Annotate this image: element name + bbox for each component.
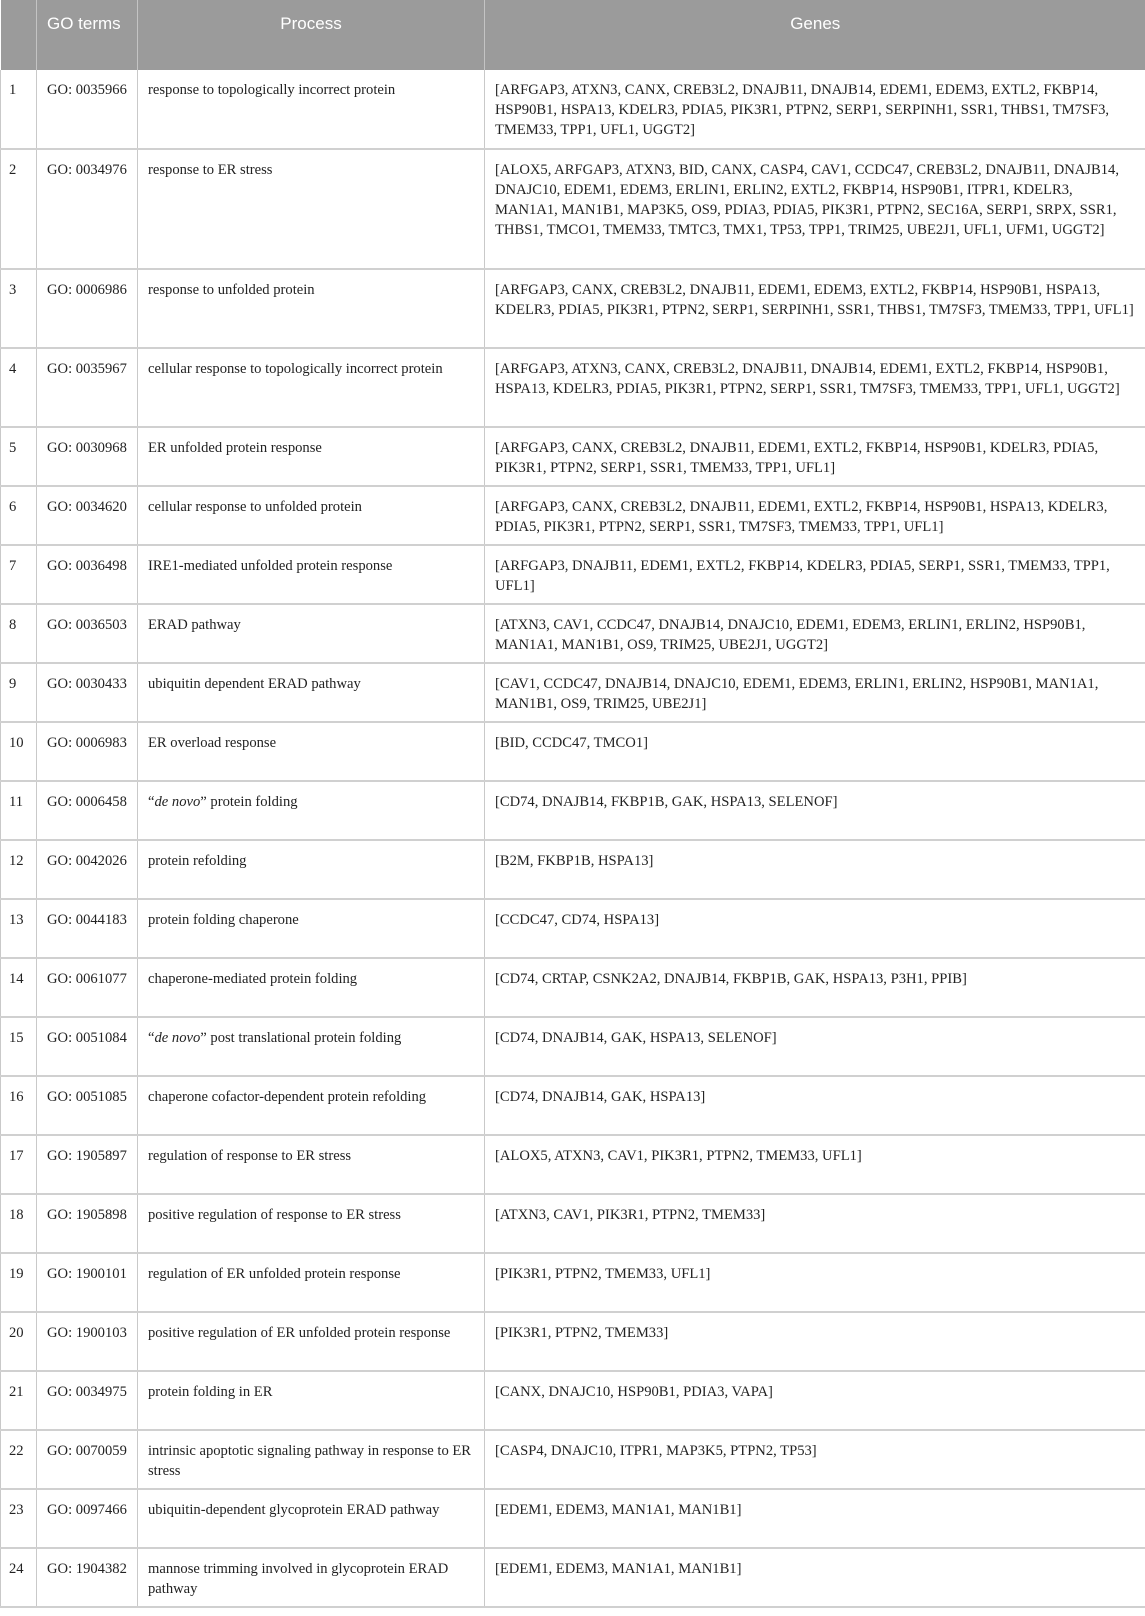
process-name: positive regulation of ER unfolded protein response: [138, 1312, 485, 1371]
process-name: regulation of response to ER stress: [138, 1135, 485, 1194]
gene-list: [ATXN3, CAV1, PIK3R1, PTPN2, TMEM33]: [485, 1194, 1145, 1253]
de-novo-italic: de novo: [154, 1030, 201, 1046]
row-number: 7: [1, 545, 37, 604]
table-row: [1, 1253, 1145, 1312]
row-number: 1: [1, 70, 37, 149]
row-number: 4: [1, 348, 37, 427]
go-term-id: GO: 1905897: [37, 1135, 138, 1194]
process-name: response to unfolded protein: [138, 269, 485, 348]
go-term-id: GO: 0006986: [37, 269, 138, 348]
process-name: ubiquitin-dependent glycoprotein ERAD pathway: [138, 1489, 485, 1548]
go-term-id: GO: 0051085: [37, 1076, 138, 1135]
gene-list: [PIK3R1, PTPN2, TMEM33]: [485, 1312, 1145, 1371]
go-term-id: GO: 0061077: [37, 958, 138, 1017]
process-rest: ” protein folding: [200, 794, 298, 810]
gene-list: [CD74, CRTAP, CSNK2A2, DNAJB14, FKBP1B, GAK, HSPA13, P3H1, PPIB]: [485, 958, 1145, 1017]
row-number: 21: [1, 1371, 37, 1430]
process-name: response to ER stress: [138, 149, 485, 269]
go-term-id: GO: 0036503: [37, 604, 138, 663]
row-number: 22: [1, 1430, 37, 1489]
process-name: protein folding in ER: [138, 1371, 485, 1430]
table-row: [1, 663, 1145, 722]
table-row: [1, 1194, 1145, 1253]
table-row: [1, 348, 1145, 427]
row-number: 24: [1, 1548, 37, 1607]
go-term-id: GO: 0006983: [37, 722, 138, 781]
row-number: 15: [1, 1017, 37, 1076]
row-number: 5: [1, 427, 37, 486]
row-number: 8: [1, 604, 37, 663]
process-name: intrinsic apoptotic signaling pathway in response to ER stress: [138, 1430, 485, 1489]
gene-list: [ALOX5, ATXN3, CAV1, PIK3R1, PTPN2, TMEM33, UFL1]: [485, 1135, 1145, 1194]
gene-list: [ARFGAP3, CANX, CREB3L2, DNAJB11, EDEM1, EXTL2, FKBP14, HSP90B1, HSPA13, KDELR3, PDIA5, PIK3R1, PTPN2, SERP1, SSR1, TM7SF3, TMEM33, TPP1, UFL1]: [485, 486, 1145, 545]
row-number: 17: [1, 1135, 37, 1194]
gene-list: [ARFGAP3, CANX, CREB3L2, DNAJB11, EDEM1, EXTL2, FKBP14, HSP90B1, KDELR3, PDIA5, PIK3R1, PTPN2, SERP1, SSR1, TMEM33, TPP1, UFL1]: [485, 427, 1145, 486]
row-number: 12: [1, 840, 37, 899]
table-row: [1, 1017, 1145, 1076]
gene-list: [CASP4, DNAJC10, ITPR1, MAP3K5, PTPN2, TP53]: [485, 1430, 1145, 1489]
table-row: [1, 427, 1145, 486]
gene-list: [CANX, DNAJC10, HSP90B1, PDIA3, VAPA]: [485, 1371, 1145, 1430]
table-row: [1, 1371, 1145, 1430]
row-number: 20: [1, 1312, 37, 1371]
process-name: [138, 781, 485, 840]
table-row: [1, 1430, 1145, 1489]
go-term-id: GO: 0006458: [37, 781, 138, 840]
table-row: [1, 604, 1145, 663]
row-number: 10: [1, 722, 37, 781]
process-name: mannose trimming involved in glycoprotein ERAD pathway: [138, 1548, 485, 1607]
table-row: [1, 1076, 1145, 1135]
gene-list: [ARFGAP3, ATXN3, CANX, CREB3L2, DNAJB11, DNAJB14, EDEM1, EDEM3, EXTL2, FKBP14, HSP90B1, HSPA13, KDELR3, PDIA5, PIK3R1, PTPN2, SERP1, SERPINH1, SSR1, THBS1, TM7SF3, TMEM33, TPP1, UFL1, UGGT2]: [485, 70, 1145, 149]
go-term-id: GO: 0034976: [37, 149, 138, 269]
table-row: [1, 722, 1145, 781]
open-quote: “: [148, 1030, 155, 1046]
process-name: positive regulation of response to ER stress: [138, 1194, 485, 1253]
header-go-terms: GO terms: [37, 0, 138, 70]
header-genes: Genes: [485, 0, 1145, 70]
go-term-id: GO: 0030968: [37, 427, 138, 486]
process-rest: ” post translational protein folding: [200, 1030, 402, 1046]
process-name: ER overload response: [138, 722, 485, 781]
process-name: chaperone cofactor-dependent protein refolding: [138, 1076, 485, 1135]
gene-list: [CD74, DNAJB14, FKBP1B, GAK, HSPA13, SELENOF]: [485, 781, 1145, 840]
row-number: 2: [1, 149, 37, 269]
process-name: protein refolding: [138, 840, 485, 899]
de-novo-italic: de novo: [154, 794, 201, 810]
header-process: Process: [138, 0, 485, 70]
go-term-id: GO: 0036498: [37, 545, 138, 604]
process-name: [138, 1017, 485, 1076]
go-term-id: GO: 0044183: [37, 899, 138, 958]
table-row: [1, 1548, 1145, 1607]
process-name: response to topologically incorrect protein: [138, 70, 485, 149]
process-name: IRE1-mediated unfolded protein response: [138, 545, 485, 604]
process-name: ERAD pathway: [138, 604, 485, 663]
table-row: [1, 899, 1145, 958]
go-term-id: GO: 0035967: [37, 348, 138, 427]
table-body: [1, 70, 1145, 1607]
table-row: [1, 1312, 1145, 1371]
table-header: [1, 0, 1145, 70]
go-term-id: GO: 1900101: [37, 1253, 138, 1312]
go-term-id: GO: 0051084: [37, 1017, 138, 1076]
process-name: ER unfolded protein response: [138, 427, 485, 486]
gene-list: [EDEM1, EDEM3, MAN1A1, MAN1B1]: [485, 1489, 1145, 1548]
row-number: 11: [1, 781, 37, 840]
row-number: 9: [1, 663, 37, 722]
process-name: regulation of ER unfolded protein response: [138, 1253, 485, 1312]
process-name: cellular response to unfolded protein: [138, 486, 485, 545]
gene-list: [CCDC47, CD74, HSPA13]: [485, 899, 1145, 958]
table-row: [1, 70, 1145, 149]
go-term-id: GO: 0097466: [37, 1489, 138, 1548]
row-number: 23: [1, 1489, 37, 1548]
table-row: [1, 149, 1145, 269]
gene-list: [PIK3R1, PTPN2, TMEM33, UFL1]: [485, 1253, 1145, 1312]
go-term-id: GO: 0035966: [37, 70, 138, 149]
go-term-id: GO: 0042026: [37, 840, 138, 899]
gene-list: [CD74, DNAJB14, GAK, HSPA13]: [485, 1076, 1145, 1135]
gene-list: [EDEM1, EDEM3, MAN1A1, MAN1B1]: [485, 1548, 1145, 1607]
gene-list: [ARFGAP3, CANX, CREB3L2, DNAJB11, EDEM1, EDEM3, EXTL2, FKBP14, HSP90B1, HSPA13, KDELR3, PDIA5, PIK3R1, PTPN2, SERP1, SERPINH1, SSR1, THBS1, TM7SF3, TMEM33, TPP1, UFL1]: [485, 269, 1145, 348]
process-name: chaperone-mediated protein folding: [138, 958, 485, 1017]
row-number: 16: [1, 1076, 37, 1135]
go-term-id: GO: 1900103: [37, 1312, 138, 1371]
gene-list: [ALOX5, ARFGAP3, ATXN3, BID, CANX, CASP4, CAV1, CCDC47, CREB3L2, DNAJB11, DNAJB14, DNAJC10, EDEM1, EDEM3, ERLIN1, ERLIN2, EXTL2, FKBP14, HSP90B1, ITPR1, KDELR3, MAN1A1, MAN1B1, MAP3K5, OS9, PDIA3, PDIA5, PIK3R1, PTPN2, SEC16A, SERP1, SRPX, SSR1, THBS1, TMCO1, TMEM33, TMTC3, TMX1, TP53, TPP1, TRIM25, UBE2J1, UFL1, UFM1, UGGT2]: [485, 149, 1145, 269]
go-term-id: GO: 1905898: [37, 1194, 138, 1253]
gene-list: [BID, CCDC47, TMCO1]: [485, 722, 1145, 781]
process-name: ubiquitin dependent ERAD pathway: [138, 663, 485, 722]
table-row: [1, 958, 1145, 1017]
gene-list: [CAV1, CCDC47, DNAJB14, DNAJC10, EDEM1, EDEM3, ERLIN1, ERLIN2, HSP90B1, MAN1A1, MAN1B1, OS9, TRIM25, UBE2J1]: [485, 663, 1145, 722]
table-row: [1, 545, 1145, 604]
go-term-id: GO: 1904382: [37, 1548, 138, 1607]
row-number: 14: [1, 958, 37, 1017]
process-name: protein folding chaperone: [138, 899, 485, 958]
gene-list: [B2M, FKBP1B, HSPA13]: [485, 840, 1145, 899]
gene-list: [ATXN3, CAV1, CCDC47, DNAJB14, DNAJC10, EDEM1, EDEM3, ERLIN1, ERLIN2, HSP90B1, MAN1A1, MAN1B1, OS9, TRIM25, UBE2J1, UGGT2]: [485, 604, 1145, 663]
gene-list: [ARFGAP3, ATXN3, CANX, CREB3L2, DNAJB11, DNAJB14, EDEM1, EXTL2, FKBP14, HSP90B1, HSPA13, KDELR3, PDIA5, PIK3R1, PTPN2, SERP1, SSR1, TM7SF3, TMEM33, TPP1, UFL1, UGGT2]: [485, 348, 1145, 427]
row-number: 18: [1, 1194, 37, 1253]
table-row: [1, 269, 1145, 348]
table-row: [1, 840, 1145, 899]
row-number: 19: [1, 1253, 37, 1312]
go-term-id: GO: 0030433: [37, 663, 138, 722]
table-row: [1, 486, 1145, 545]
process-name: cellular response to topologically incorrect protein: [138, 348, 485, 427]
table-row: [1, 781, 1145, 840]
header-num: [1, 0, 37, 70]
row-number: 13: [1, 899, 37, 958]
table-row: [1, 1135, 1145, 1194]
table-row: [1, 1489, 1145, 1548]
go-term-id: GO: 0034975: [37, 1371, 138, 1430]
gene-list: [ARFGAP3, DNAJB11, EDEM1, EXTL2, FKBP14, KDELR3, PDIA5, SERP1, SSR1, TMEM33, TPP1, UFL1]: [485, 545, 1145, 604]
open-quote: “: [148, 794, 155, 810]
row-number: 3: [1, 269, 37, 348]
row-number: 6: [1, 486, 37, 545]
gene-list: [CD74, DNAJB14, GAK, HSPA13, SELENOF]: [485, 1017, 1145, 1076]
go-term-id: GO: 0034620: [37, 486, 138, 545]
go-term-id: GO: 0070059: [37, 1430, 138, 1489]
